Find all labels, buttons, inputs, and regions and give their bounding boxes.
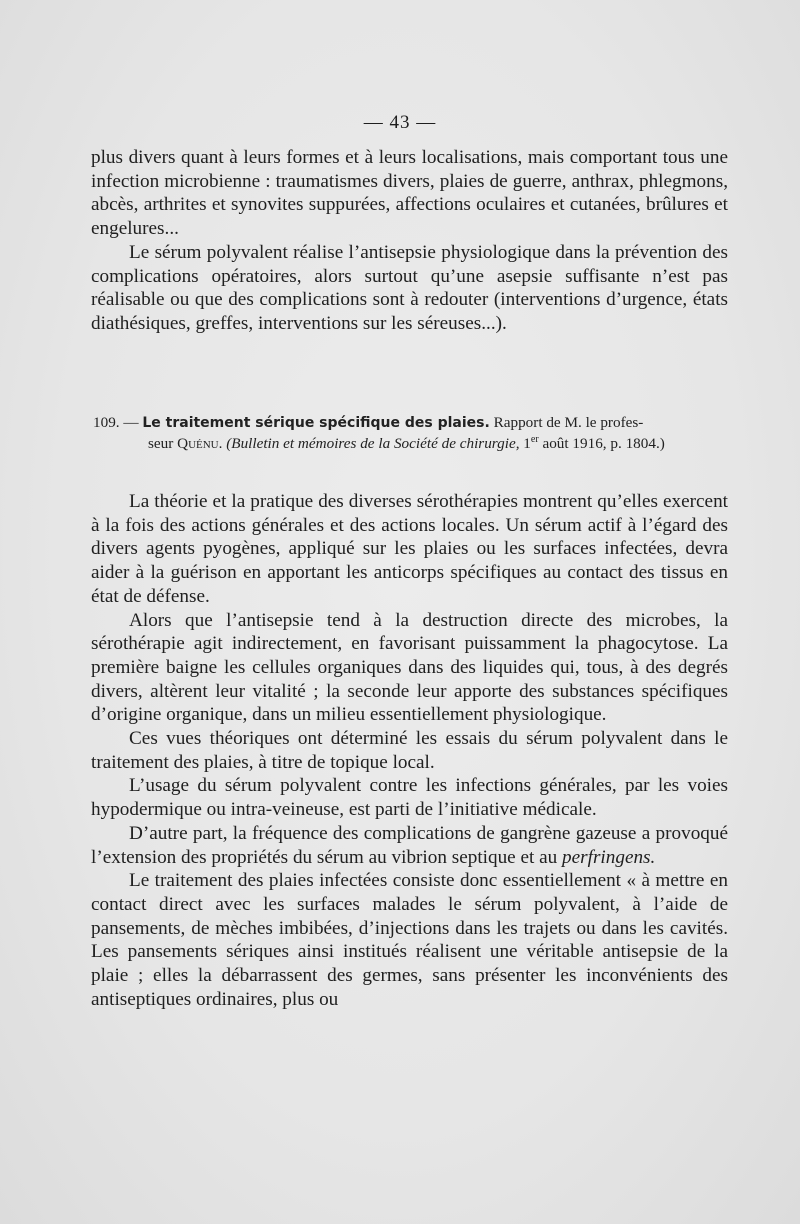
- paragraph-theorie: La théorie et la pratique des diverses sérothérapies montrent qu’elles exercent à la fois des actions générales et des actions locales. Un sérum actif à l’égard des divers agents pyogènes, appliqué sur les plaies ou les surfaces infectées, devra aider à la guérison en apportant les anticorps spécifiques au contact des tissus en état de défense.: [91, 491, 728, 607]
- reference-first-line: [93, 413, 726, 434]
- reference-title: Le traitement sérique spécifique des plaies.: [142, 415, 490, 431]
- reference-author: Quénu.: [177, 434, 223, 452]
- reference-journal: (Bulletin et mémoires de la Société de chirurgie,: [226, 434, 520, 452]
- bibliographic-reference: [93, 413, 726, 454]
- paragraph-antisepsie: Alors que l’antisepsie tend à la destruction directe des microbes, la sérothérapie agit indirectement, en favorisant puissamment la phagocytose. La première baigne les cellules organiques dans des liquides qui, tous, à des degrés divers, altèrent leur vitalité ; la seconde leur apporte des substances spécifiques d’origine organique, dans un milieu essentiellement physiologique.: [91, 609, 728, 726]
- paragraph-serum-polyvalent: Le sérum polyvalent réalise l’antisepsie physiologique dans la prévention des complications opératoires, alors surtout qu’une asepsie suffisante n’est pas réalisable ou que des complications sont à redouter (interventions d’urgence, états diathésiques, greffes, interventions sur les séreuses...).: [91, 241, 728, 334]
- section-main: [91, 490, 728, 1011]
- reference-date-rest: août 1916,: [542, 434, 607, 452]
- reference-pages: p. 1804.): [610, 434, 665, 452]
- reference-text-1: Rapport de M. le profes-: [493, 414, 644, 431]
- paragraph-usage-serum: L’usage du sérum polyvalent contre les infections générales, par les voies hypodermique ou intra-veineuse, est parti de l’initiative médicale.: [91, 775, 728, 821]
- paragraph-gangrene-text: D’autre part, la fréquence des complications de gangrène gazeuse a provoqué l’extension des propriétés du sérum au vibrion septique et au: [91, 822, 728, 868]
- paragraph-gangrene: [91, 822, 728, 869]
- paragraph-traitement: Le traitement des plaies infectées consiste donc essentiellement « à mettre en contact direct avec les surfaces malades le sérum polyvalent, à l’aide de pansements, de mèches imbibées, d’injections dans les trajets ou dans les cavités. Les pansements sériques ainsi institués réalisent une véritable antisepsie de la plaie ; elles la débarrassent des germes, sans présenter les inconvénients des antiseptiques ordinaires, plus ou: [91, 870, 728, 1010]
- paragraph-vues-theoriques: Ces vues théoriques ont déterminé les essais du sérum polyvalent dans le traitement des plaies, à titre de topique local.: [91, 728, 728, 773]
- paragraph-continuation: plus divers quant à leurs formes et à leurs localisations, mais comportant tous une infection microbienne : traumatismes divers, plaies de guerre, anthrax, phlegmons, abcès, arthrites et synovites suppurées, affections oculaires et cutanées, brûlures et engelures...: [91, 147, 728, 240]
- paragraph-gangrene-italic: perfringens.: [562, 846, 656, 868]
- reference-text-2: seur: [148, 434, 174, 452]
- reference-date-day: 1: [523, 434, 531, 452]
- section-top: [91, 146, 728, 336]
- reference-number: 109. —: [93, 414, 139, 431]
- page-number: — 43 —: [363, 112, 437, 133]
- reference-date-sup: er: [530, 433, 539, 445]
- reference-continuation: [148, 434, 726, 454]
